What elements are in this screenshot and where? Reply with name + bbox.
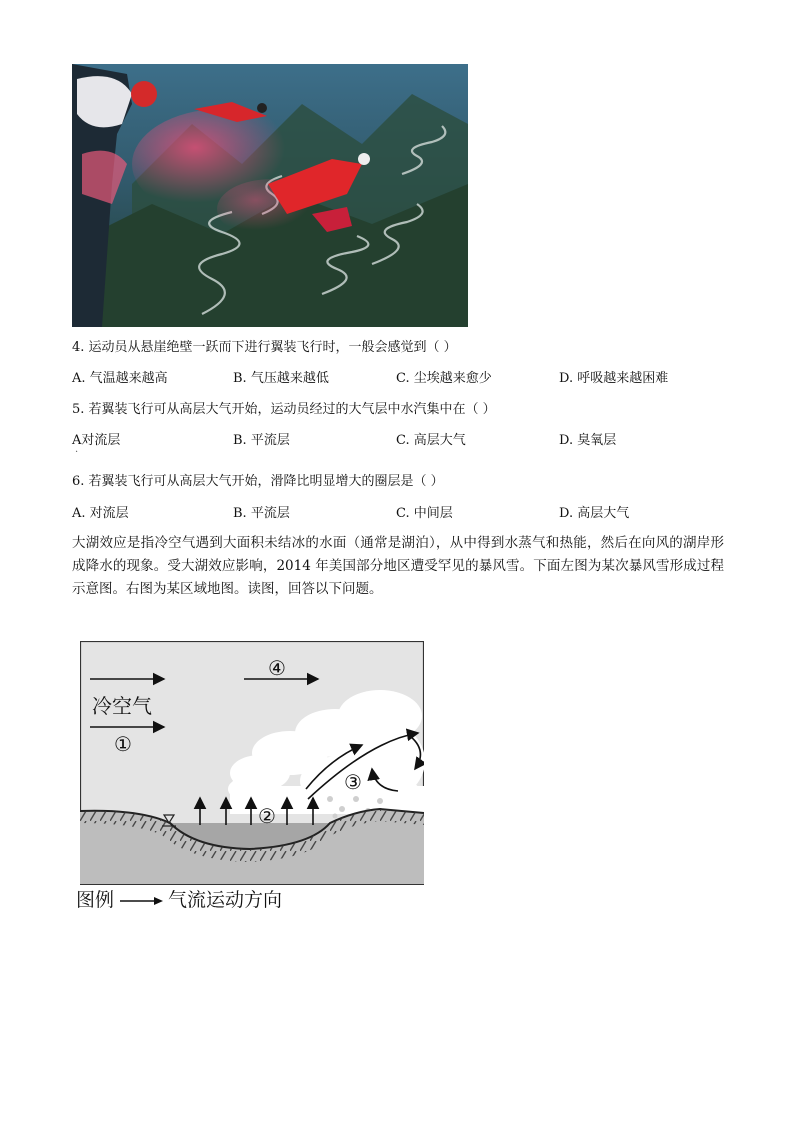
lake-effect-diagram xyxy=(80,641,424,885)
marker-2: ② xyxy=(258,804,276,828)
question-6-option-c[interactable]: C. 中间层 xyxy=(396,506,453,521)
stray-mark: · xyxy=(75,447,79,458)
question-6-stem: 6. 若翼装飞行可从高层大气开始，滑降比明显增大的圈层是（ ） xyxy=(72,474,444,489)
question-4-option-d[interactable]: D. 呼吸越来越困难 xyxy=(559,371,669,386)
passage-text: 大湖效应是指冷空气遇到大面积未结冰的水面（通常是湖泊），从中得到水蒸气和热能，然后在向风的湖岸形成降水的现象。受大湖效应影响，2014 年美国部分地区遭受罕见的暴风雪。下面左图为某次暴风雪形成过程示意图。右图为某区域地图。读图，回答以下问题。 xyxy=(72,535,724,597)
legend-text: 气流运动方向 xyxy=(168,889,283,911)
question-5-stem: 5. 若翼装飞行可从高层大气开始，运动员经过的大气层中水汽集中在（ ） xyxy=(72,402,496,417)
question-4-option-c[interactable]: C. 尘埃越来愈少 xyxy=(396,371,492,386)
question-4-option-a[interactable]: A. 气温越来越高 xyxy=(72,371,168,386)
question-6-option-b[interactable]: B. 平流层 xyxy=(233,506,290,521)
marker-1: ① xyxy=(114,732,132,756)
question-6-option-a[interactable]: A. 对流层 xyxy=(72,506,129,521)
diagram-legend xyxy=(76,888,282,913)
question-5-option-d[interactable]: D. 臭氧层 xyxy=(559,433,617,448)
question-6-option-d[interactable]: D. 高层大气 xyxy=(559,506,630,521)
marker-4: ④ xyxy=(268,656,286,680)
cold-air-label: 冷空气 xyxy=(92,694,152,718)
question-5-option-a[interactable]: A对流层 xyxy=(72,433,121,448)
legend-prefix: 图例 xyxy=(76,889,115,911)
wingsuit-photo xyxy=(72,64,468,327)
marker-3: ③ xyxy=(344,770,362,794)
question-5-option-c[interactable]: C. 高层大气 xyxy=(396,433,466,448)
question-4-stem: 4. 运动员从悬崖绝壁一跃而下进行翼装飞行时，一般会感觉到（ ） xyxy=(72,340,457,355)
question-4-option-b[interactable]: B. 气压越来越低 xyxy=(233,371,329,386)
legend-arrow-icon xyxy=(118,889,164,913)
question-5-option-b[interactable]: B. 平流层 xyxy=(233,433,290,448)
